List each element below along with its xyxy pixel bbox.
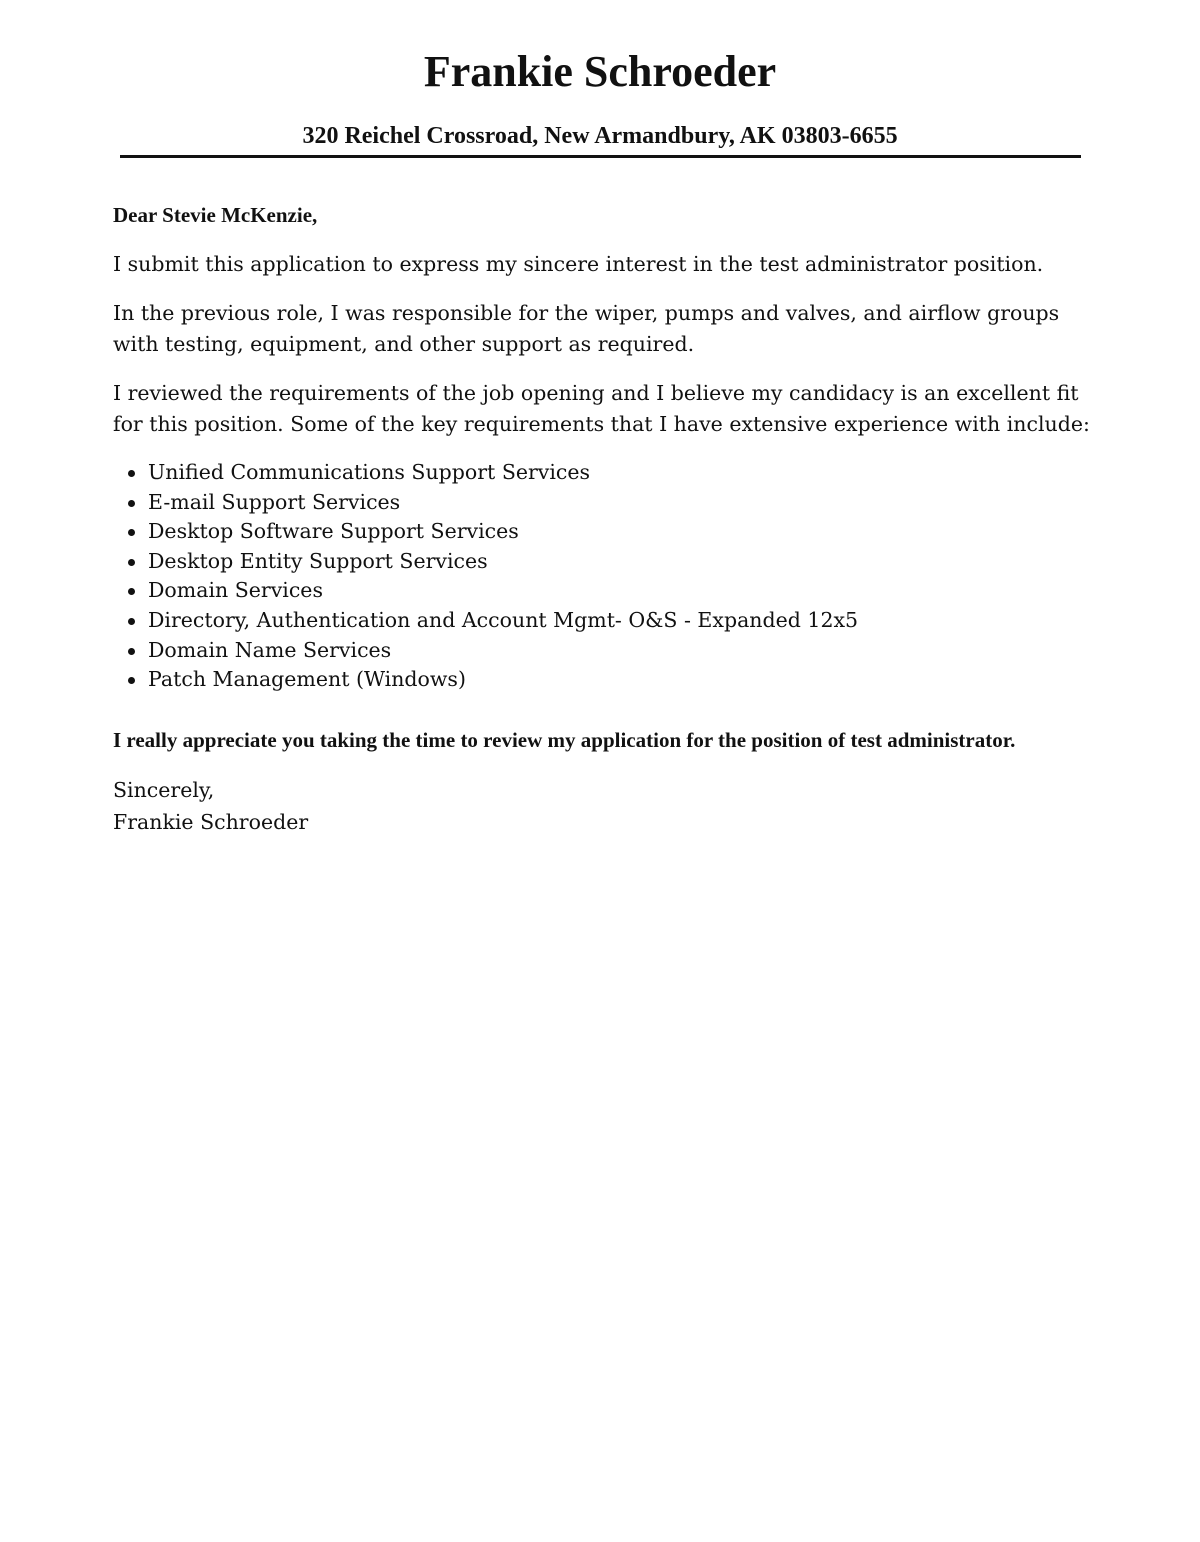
list-item <box>148 547 1093 577</box>
bullet-icon <box>128 648 135 655</box>
list-item <box>148 665 1093 695</box>
paragraph-requirements: I reviewed the requirements of the job opening and I believe my candidacy is an excellent fit for this position. Some of the key requirements that I have extensive experience with include: <box>113 381 1090 436</box>
list-item <box>148 517 1093 547</box>
applicant-name: Frankie Schroeder <box>423 47 777 96</box>
list-item <box>148 458 1093 488</box>
closing-statement: I really appreciate you taking the time to review my application for the position of test administrator. <box>113 727 1016 752</box>
bullet-icon <box>128 529 135 536</box>
bullet-icon <box>128 677 135 684</box>
header-divider <box>120 155 1081 158</box>
signature-name: Frankie Schroeder <box>113 809 309 834</box>
signoff: Sincerely, <box>113 777 215 802</box>
skills-list <box>113 458 1093 695</box>
list-item <box>148 576 1093 606</box>
skill-text: Desktop Entity Support Services <box>148 548 488 573</box>
skill-text: Unified Communications Support Services <box>148 460 591 484</box>
list-item <box>148 606 1093 636</box>
list-item <box>148 488 1093 518</box>
skill-text: E-mail Support Services <box>148 489 401 514</box>
paragraph-intro: I submit this application to express my sincere interest in the test administrator position. <box>113 252 1044 276</box>
applicant-address: 320 Reichel Crossroad, New Armandbury, AK 03803-6655 <box>302 123 898 149</box>
bullet-icon <box>128 559 135 566</box>
bullet-icon <box>128 618 135 625</box>
bullet-icon <box>128 470 135 477</box>
skill-text: Directory, Authentication and Account Mgmt- O&S - Expanded 12x5 <box>148 607 859 632</box>
skill-text: Domain Name Services <box>148 637 392 662</box>
bullet-icon <box>128 588 135 595</box>
skill-text: Patch Management (Windows) <box>148 667 466 692</box>
list-item <box>148 636 1093 666</box>
paragraph-previous-role: In the previous role, I was responsible for the wiper, pumps and valves, and airflow groups with testing, equipment, and other support as required. <box>113 301 1060 356</box>
letter-body <box>113 200 1093 838</box>
bullet-icon <box>128 500 135 507</box>
skill-text: Desktop Software Support Services <box>148 519 519 544</box>
skill-text: Domain Services <box>148 578 323 603</box>
salutation: Dear Stevie McKenzie, <box>113 203 318 227</box>
